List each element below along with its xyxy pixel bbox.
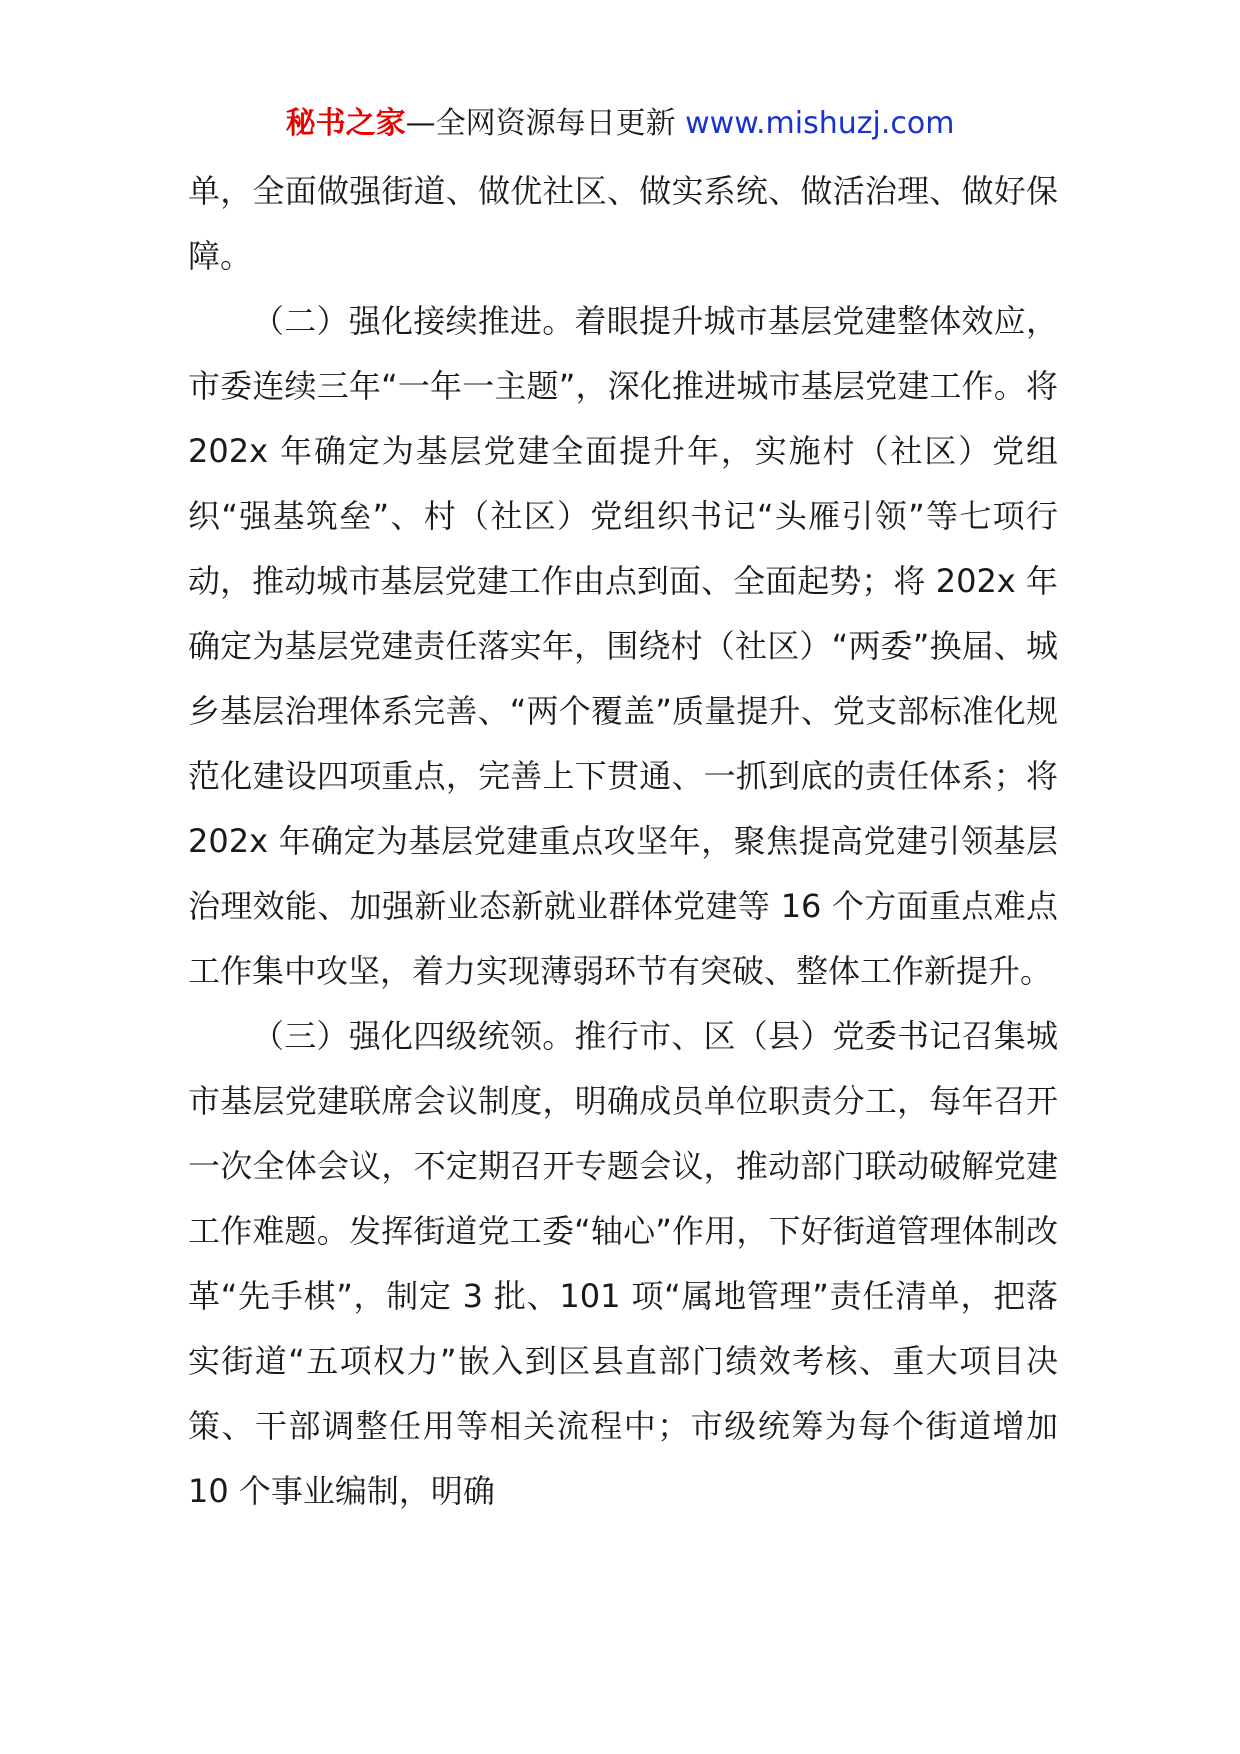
document-body [188, 159, 1058, 1524]
site-header [0, 104, 1240, 144]
site-url-link[interactable]: www.mishuzj.com [685, 106, 955, 141]
site-brand: 秘书之家 [285, 106, 406, 141]
paragraph-section-3: （三）强化四级统领。推行市、区（县）党委书记召集城市基层党建联席会议制度，明确成员单位职责分工，每年召开一次全体会议，不定期召开专题会议，推动部门联动破解党建工作难题。发挥街道党工委“轴心”作用，下好街道管理体制改革“先手棋”，制定 3 批、101 项“属地管理”责任清单，把落实街道“五项权力”嵌入到区县直部门绩效考核、重大项目决策、干部调整任用等相关流程中；市级统筹为每个街道增加 10 个事业编制，明确 [188, 1017, 1058, 1510]
paragraph-continuation: 单，全面做强街道、做优社区、做实系统、做活治理、做好保障。 [188, 172, 1058, 275]
paragraph-section-2: （二）强化接续推进。着眼提升城市基层党建整体效应，市委连续三年“一年一主题”，深化推进城市基层党建工作。将 202x 年确定为基层党建全面提升年，实施村（社区）党组织“强基筑垒”、村（社区）党组织书记“头雁引领”等七项行动，推动城市基层党建工作由点到面、全面起势；将 202x 年确定为基层党建责任落实年，围绕村（社区）“两委”换届、城乡基层治理体系完善、“两个覆盖”质量提升、党支部标准化规范化建设四项重点，完善上下贯通、一抓到底的责任体系；将 202x 年确定为基层党建重点攻坚年，聚焦提高党建引领基层治理效能、加强新业态新就业群体党建等 16 个方面重点难点工作集中攻坚，着力实现薄弱环节有突破、整体工作新提升。 [188, 302, 1058, 990]
site-tagline: —全网资源每日更新 [405, 106, 686, 141]
